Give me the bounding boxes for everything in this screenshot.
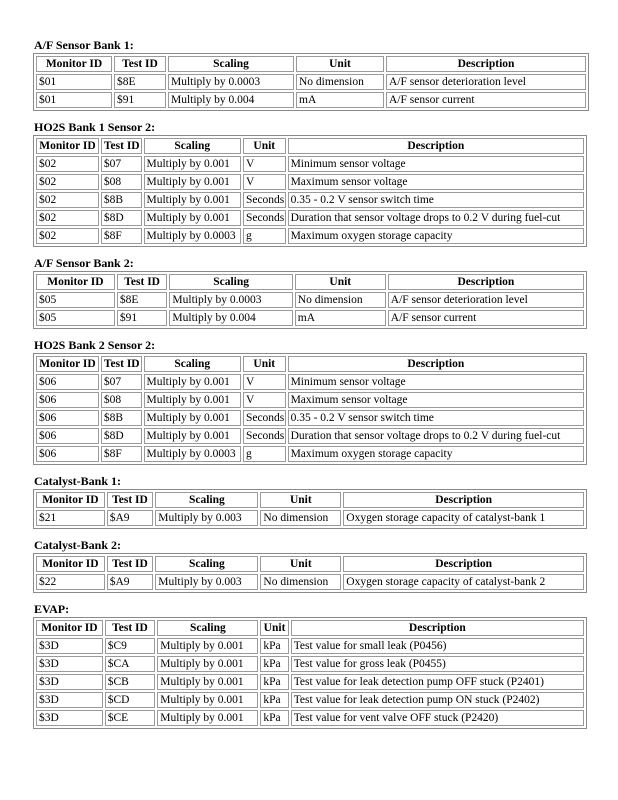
cell-unit: kPa — [260, 656, 288, 672]
section-title: EVAP: — [34, 602, 70, 616]
cell-monitor-id: $05 — [36, 292, 115, 308]
cell-test-id: $8B — [101, 410, 142, 426]
cell-test-id: $8D — [101, 210, 142, 226]
cell-test-id: $8F — [101, 228, 142, 244]
table-row — [36, 674, 584, 690]
section — [33, 474, 589, 529]
table-row — [36, 428, 584, 444]
cell-scaling: Multiply by 0.001 — [144, 192, 241, 208]
table-header-row — [36, 556, 584, 572]
cell-monitor-id: $06 — [36, 392, 99, 408]
cell-unit: g — [243, 228, 286, 244]
section — [33, 38, 589, 111]
column-header-description: Description — [288, 356, 584, 372]
cell-scaling: Multiply by 0.003 — [155, 510, 258, 526]
table-header-row — [36, 620, 584, 636]
column-header-monitor-id: Monitor ID — [36, 620, 103, 636]
cell-scaling: Multiply by 0.001 — [144, 174, 241, 190]
cell-monitor-id: $06 — [36, 374, 99, 390]
column-header-description: Description — [343, 492, 584, 508]
section-title: A/F Sensor Bank 2: — [34, 256, 134, 270]
column-header-description: Description — [291, 620, 584, 636]
cell-unit: mA — [296, 92, 384, 108]
cell-scaling: Multiply by 0.001 — [144, 392, 241, 408]
cell-unit: No dimension — [260, 510, 341, 526]
table-row — [36, 510, 584, 526]
cell-description: Duration that sensor voltage drops to 0.2 V during fuel-cut — [288, 210, 584, 226]
table-row — [36, 446, 584, 462]
cell-monitor-id: $01 — [36, 74, 112, 90]
cell-monitor-id: $21 — [36, 510, 105, 526]
table-row — [36, 156, 584, 172]
column-header-description: Description — [386, 56, 586, 72]
column-header-monitor-id: Monitor ID — [36, 274, 115, 290]
cell-description: 0.35 - 0.2 V sensor switch time — [288, 192, 584, 208]
cell-monitor-id: $02 — [36, 228, 99, 244]
column-header-monitor-id: Monitor ID — [36, 356, 99, 372]
data-table — [33, 53, 589, 111]
column-header-unit: Unit — [295, 274, 386, 290]
cell-unit: g — [243, 446, 286, 462]
cell-scaling: Multiply by 0.0003 — [169, 292, 292, 308]
cell-description: A/F sensor current — [388, 310, 584, 326]
table-row — [36, 410, 584, 426]
cell-test-id: $8E — [117, 292, 168, 308]
table-header-row — [36, 56, 586, 72]
cell-unit: kPa — [260, 674, 288, 690]
cell-monitor-id: $06 — [36, 428, 99, 444]
column-header-unit: Unit — [243, 356, 286, 372]
column-header-scaling: Scaling — [168, 56, 294, 72]
cell-unit: No dimension — [296, 74, 384, 90]
cell-monitor-id: $01 — [36, 92, 112, 108]
table-row — [36, 292, 584, 308]
cell-test-id: $8D — [101, 428, 142, 444]
cell-unit: kPa — [260, 710, 288, 726]
cell-description: Maximum oxygen storage capacity — [288, 446, 584, 462]
cell-unit: V — [243, 392, 286, 408]
column-header-monitor-id: Monitor ID — [36, 138, 99, 154]
data-table — [33, 353, 587, 465]
column-header-monitor-id: Monitor ID — [36, 556, 105, 572]
column-header-monitor-id: Monitor ID — [36, 492, 105, 508]
cell-monitor-id: $3D — [36, 638, 103, 654]
column-header-unit: Unit — [260, 492, 341, 508]
cell-test-id: $08 — [101, 174, 142, 190]
cell-monitor-id: $22 — [36, 574, 105, 590]
cell-description: Test value for gross leak (P0455) — [291, 656, 584, 672]
cell-unit: mA — [295, 310, 386, 326]
table-row — [36, 710, 584, 726]
cell-test-id: $08 — [101, 392, 142, 408]
cell-test-id: $CE — [105, 710, 156, 726]
column-header-description: Description — [343, 556, 584, 572]
table-header-row — [36, 356, 584, 372]
table-row — [36, 392, 584, 408]
data-table — [33, 553, 587, 593]
cell-test-id: $8B — [101, 192, 142, 208]
cell-test-id: $C9 — [105, 638, 156, 654]
cell-scaling: Multiply by 0.001 — [157, 692, 258, 708]
cell-unit: Seconds — [243, 410, 286, 426]
section-title: HO2S Bank 2 Sensor 2: — [34, 338, 156, 352]
cell-description: Oxygen storage capacity of catalyst-bank 2 — [343, 574, 584, 590]
column-header-scaling: Scaling — [155, 492, 258, 508]
cell-monitor-id: $02 — [36, 192, 99, 208]
cell-monitor-id: $3D — [36, 656, 103, 672]
cell-test-id: $07 — [101, 374, 142, 390]
table-row — [36, 210, 584, 226]
section-title: A/F Sensor Bank 1: — [34, 38, 134, 52]
table-row — [36, 574, 584, 590]
column-header-scaling: Scaling — [169, 274, 292, 290]
table-row — [36, 228, 584, 244]
column-header-description: Description — [288, 138, 584, 154]
cell-description: Duration that sensor voltage drops to 0.2 V during fuel-cut — [288, 428, 584, 444]
data-table — [33, 271, 587, 329]
cell-description: Test value for vent valve OFF stuck (P2420) — [291, 710, 584, 726]
cell-scaling: Multiply by 0.001 — [144, 428, 241, 444]
table-row — [36, 74, 586, 90]
cell-description: Test value for small leak (P0456) — [291, 638, 584, 654]
data-table — [33, 489, 587, 529]
data-table — [33, 135, 587, 247]
cell-description: Maximum oxygen storage capacity — [288, 228, 584, 244]
cell-scaling: Multiply by 0.001 — [144, 410, 241, 426]
cell-scaling: Multiply by 0.001 — [157, 674, 258, 690]
cell-test-id: $CA — [105, 656, 156, 672]
data-table — [33, 617, 587, 729]
cell-test-id: $A9 — [107, 574, 154, 590]
cell-monitor-id: $02 — [36, 174, 99, 190]
section — [33, 338, 589, 465]
cell-scaling: Multiply by 0.001 — [157, 638, 258, 654]
cell-description: 0.35 - 0.2 V sensor switch time — [288, 410, 584, 426]
cell-unit: V — [243, 174, 286, 190]
cell-description: Maximum sensor voltage — [288, 174, 584, 190]
cell-scaling: Multiply by 0.004 — [169, 310, 292, 326]
cell-scaling: Multiply by 0.001 — [144, 210, 241, 226]
cell-unit: V — [243, 374, 286, 390]
cell-description: Test value for leak detection pump ON stuck (P2402) — [291, 692, 584, 708]
column-header-scaling: Scaling — [144, 356, 241, 372]
cell-test-id: $CB — [105, 674, 156, 690]
cell-monitor-id: $06 — [36, 410, 99, 426]
cell-description: A/F sensor deterioration level — [388, 292, 584, 308]
cell-test-id: $A9 — [107, 510, 154, 526]
column-header-unit: Unit — [260, 620, 288, 636]
table-header-row — [36, 274, 584, 290]
column-header-test-id: Test ID — [101, 356, 142, 372]
table-row — [36, 192, 584, 208]
cell-scaling: Multiply by 0.0003 — [144, 228, 241, 244]
cell-monitor-id: $05 — [36, 310, 115, 326]
cell-description: A/F sensor current — [386, 92, 586, 108]
column-header-test-id: Test ID — [114, 56, 166, 72]
cell-description: Oxygen storage capacity of catalyst-bank 1 — [343, 510, 584, 526]
cell-scaling: Multiply by 0.0003 — [168, 74, 294, 90]
cell-test-id: $07 — [101, 156, 142, 172]
cell-test-id: $CD — [105, 692, 156, 708]
column-header-test-id: Test ID — [107, 492, 154, 508]
column-header-test-id: Test ID — [117, 274, 168, 290]
cell-monitor-id: $06 — [36, 446, 99, 462]
table-row — [36, 374, 584, 390]
cell-unit: kPa — [260, 638, 288, 654]
cell-unit: Seconds — [243, 192, 286, 208]
cell-scaling: Multiply by 0.004 — [168, 92, 294, 108]
column-header-scaling: Scaling — [155, 556, 258, 572]
cell-unit: kPa — [260, 692, 288, 708]
cell-monitor-id: $02 — [36, 210, 99, 226]
cell-scaling: Multiply by 0.001 — [157, 656, 258, 672]
cell-unit: No dimension — [295, 292, 386, 308]
cell-monitor-id: $3D — [36, 692, 103, 708]
document — [33, 38, 589, 738]
section — [33, 256, 589, 329]
cell-scaling: Multiply by 0.001 — [144, 374, 241, 390]
column-header-unit: Unit — [243, 138, 286, 154]
cell-description: Minimum sensor voltage — [288, 156, 584, 172]
table-row — [36, 310, 584, 326]
cell-description: Test value for leak detection pump OFF stuck (P2401) — [291, 674, 584, 690]
column-header-description: Description — [388, 274, 584, 290]
table-header-row — [36, 492, 584, 508]
table-row — [36, 692, 584, 708]
cell-description: A/F sensor deterioration level — [386, 74, 586, 90]
cell-test-id: $8F — [101, 446, 142, 462]
column-header-monitor-id: Monitor ID — [36, 56, 112, 72]
cell-test-id: $91 — [117, 310, 168, 326]
column-header-scaling: Scaling — [157, 620, 258, 636]
table-row — [36, 638, 584, 654]
cell-unit: Seconds — [243, 210, 286, 226]
section — [33, 538, 589, 593]
table-row — [36, 174, 584, 190]
section — [33, 120, 589, 247]
cell-description: Minimum sensor voltage — [288, 374, 584, 390]
cell-monitor-id: $3D — [36, 710, 103, 726]
column-header-unit: Unit — [296, 56, 384, 72]
column-header-unit: Unit — [260, 556, 341, 572]
table-row — [36, 92, 586, 108]
cell-scaling: Multiply by 0.0003 — [144, 446, 241, 462]
table-header-row — [36, 138, 584, 154]
cell-scaling: Multiply by 0.001 — [157, 710, 258, 726]
cell-unit: V — [243, 156, 286, 172]
column-header-test-id: Test ID — [101, 138, 142, 154]
cell-test-id: $91 — [114, 92, 166, 108]
cell-unit: Seconds — [243, 428, 286, 444]
column-header-scaling: Scaling — [144, 138, 241, 154]
column-header-test-id: Test ID — [105, 620, 156, 636]
cell-description: Maximum sensor voltage — [288, 392, 584, 408]
cell-unit: No dimension — [260, 574, 341, 590]
section — [33, 602, 589, 729]
section-title: Catalyst-Bank 2: — [34, 538, 122, 552]
cell-scaling: Multiply by 0.001 — [144, 156, 241, 172]
column-header-test-id: Test ID — [107, 556, 154, 572]
section-title: HO2S Bank 1 Sensor 2: — [34, 120, 156, 134]
section-title: Catalyst-Bank 1: — [34, 474, 122, 488]
cell-test-id: $8E — [114, 74, 166, 90]
cell-monitor-id: $02 — [36, 156, 99, 172]
table-row — [36, 656, 584, 672]
cell-scaling: Multiply by 0.003 — [155, 574, 258, 590]
cell-monitor-id: $3D — [36, 674, 103, 690]
